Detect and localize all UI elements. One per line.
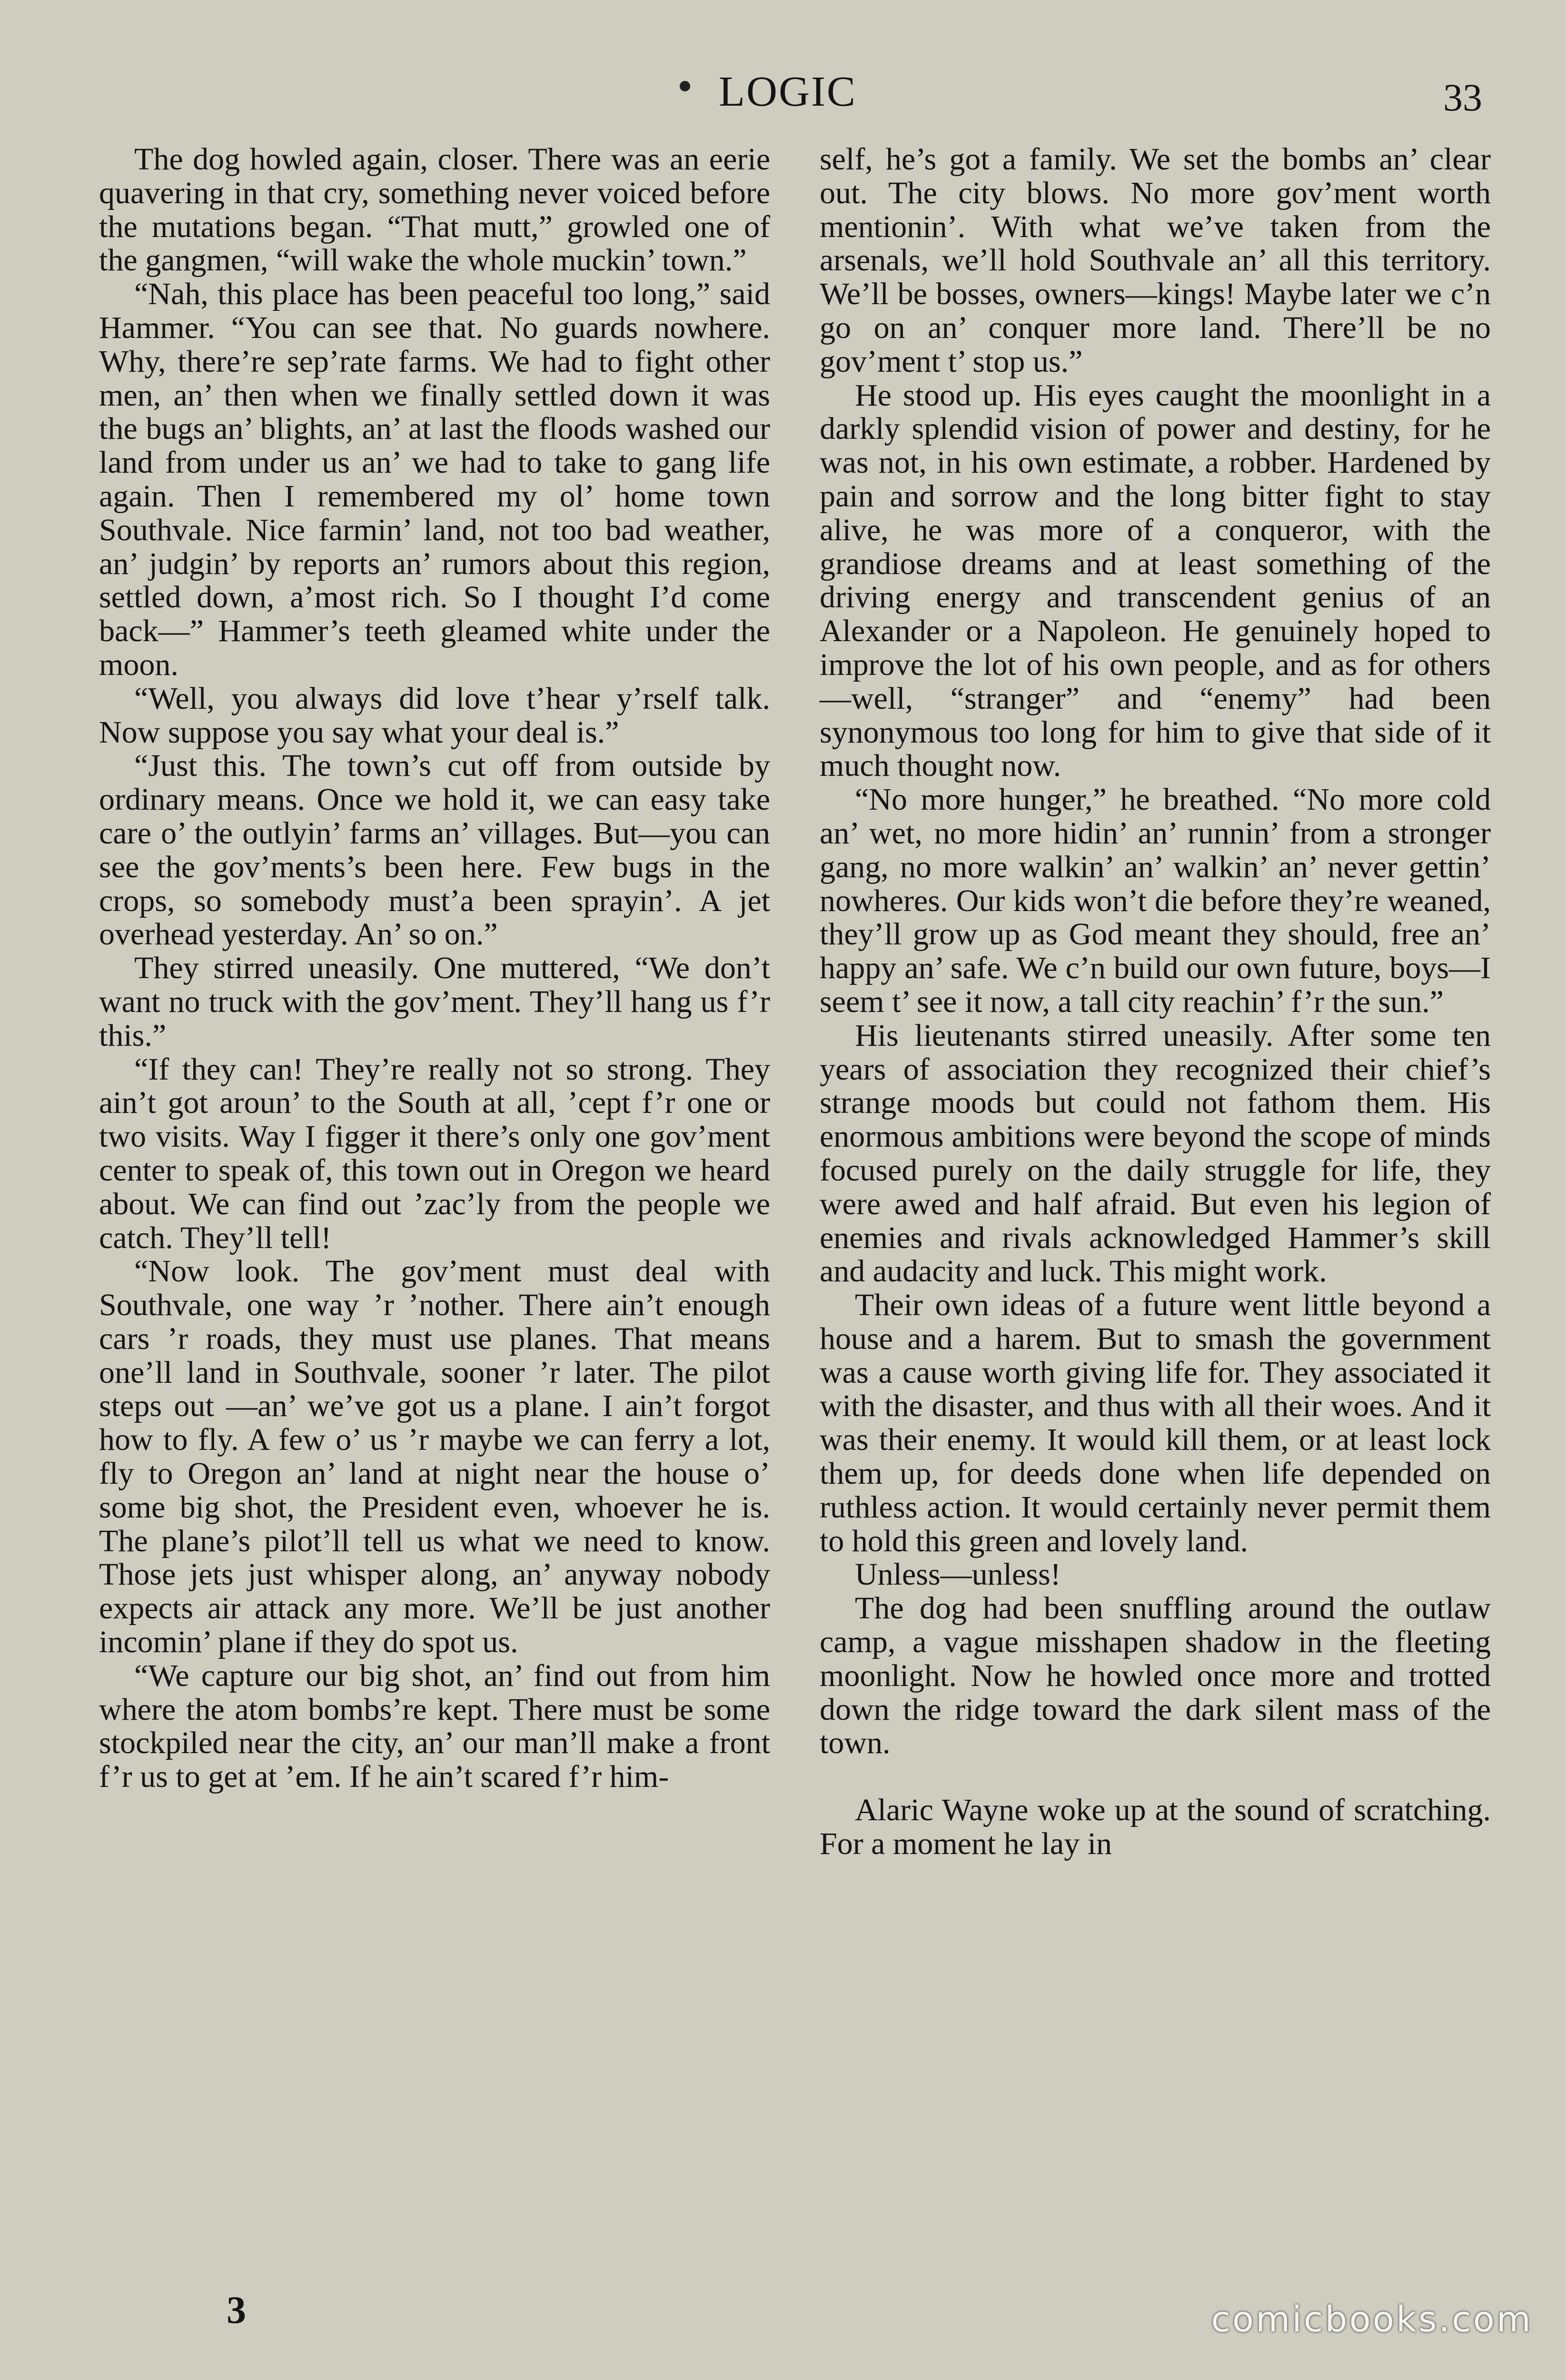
paragraph: The dog had been snuffling around the outlaw camp, a vague misshapen shadow in the fleeting moonlight. Now he howled once more and trotted down the ridge toward the dark silent mass of the town.	[820, 1591, 1491, 1761]
text-column-right	[820, 143, 1491, 1861]
section-break-paragraph: Alaric Wayne woke up at the sound of scratching. For a moment he lay in	[820, 1793, 1491, 1862]
paragraph: His lieutenants stirred uneasily. After some ten years of association they recognized their chief’s strange moods but could not fathom them. His enormous ambitions were beyond the scope of minds focused purely on the daily struggle for life, they were awed and half afraid. But even his legion of enemies and rivals acknowledged Hammer’s skill and audacity and luck. This might work.	[820, 1018, 1491, 1289]
paragraph: “Now look. The gov’ment must deal with Southvale, one way ’r ’nother. There ain’t enough cars ’r roads, they must use planes. That means one’ll land in Southvale, sooner ’r later. The pilot steps out —an’ we’ve got us a plane. I ain’t forgot how to fly. A few o’ us ’r maybe we can ferry a lot, fly to Oregon an’ land at night near the house o’ some big shot, the President even, whoever he is. The plane’s pilot’ll tell us what we need to know. Those jets just whisper along, an’ anyway nobody expects air attack any more. We’ll be just another incomin’ plane if they do spot us.	[99, 1254, 770, 1660]
paragraph: They stirred uneasily. One muttered, “We don’t want no truck with the gov’ment. They’ll hang us f’r this.”	[99, 951, 770, 1053]
text-column-left	[99, 143, 770, 1794]
watermark: comicbooks.com	[1211, 2299, 1533, 2340]
paragraph: Unless—unless!	[855, 1557, 1061, 1592]
page-number: 33	[1443, 76, 1482, 119]
paragraph: Their own ideas of a future went little beyond a house and a harem. But to smash the government was a cause worth giving life for. They associated it with the disaster, and thus with all their woes. And it was their enemy. It would kill them, or at least lock them up, for deeds done when life depended on ruthless action. It would certainly never permit them to hold this green and lovely land.	[820, 1288, 1491, 1558]
running-head: LOGIC	[719, 68, 857, 115]
signature-mark: 3	[227, 2288, 246, 2331]
paragraph-continued: self, he’s got a family. We set the bombs an’ clear out. The city blows. No more gov’ment worth mentionin’. With what we’ve taken from the arsenals, we’ll hold Southvale an’ all this territory. We’ll be bosses, owners—kings! Maybe later we c’n go on an’ conquer more land. There’ll be no gov’ment t’ stop us.”	[820, 142, 1491, 379]
paragraph: “No more hunger,” he breathed. “No more cold an’ wet, no more hidin’ an’ runnin’ from a stronger gang, no more walkin’ an’ walkin’ an’ never gettin’ nowheres. Our kids won’t die before they’re weaned, they’ll grow up as God meant they should, free an’ happy an’ safe. We c’n build our own future, boys—I seem t’ see it now, a tall city reachin’ f’r the sun.”	[820, 782, 1491, 1019]
paragraph: The dog howled again, closer. There was an eerie quavering in that cry, something never voiced before the mutations began. “That mutt,” growled one of the gangmen, “will wake the whole muckin’ town.”	[99, 142, 770, 278]
paragraph: “Well, you always did love t’hear y’rself talk. Now suppose you say what your deal is.”	[99, 681, 770, 750]
paragraph: “If they can! They’re really not so strong. They ain’t got aroun’ to the South at all, ’cept f’r one or two visits. Way I figger it there’s only one gov’ment center to speak of, this town out in Oregon we heard about. We can find out ’zac’ly from the people we catch. They’ll tell!	[99, 1051, 770, 1255]
header-bullet	[680, 81, 690, 91]
paragraph: “Just this. The town’s cut off from outside by ordinary means. Once we hold it, we can easy take care o’ the outlyin’ farms an’ villages. But—you can see the gov’ments’s been here. Few bugs in the crops, so somebody must’a been sprayin’. A jet overhead yesterday. An’ so on.”	[99, 748, 770, 952]
paragraph: “We capture our big shot, an’ find out from him where the atom bombs’re kept. There must be some stockpiled near the city, an’ our man’ll make a front f’r us to get at ’em. If he ain’t scared f’r him-	[99, 1658, 770, 1795]
paragraph: He stood up. His eyes caught the moonlight in a darkly splendid vision of power and destiny, for he was not, in his own estimate, a robber. Hardened by pain and sorrow and the long bitter fight to stay alive, he was more of a conqueror, with the grandiose dreams and at least something of the driving energy and transcendent genius of an Alexander or a Napoleon. He genuinely hoped to improve the lot of his own people, and as for others—well, “stranger” and “enemy” had been synonymous too long for him to give that side of it much thought now.	[820, 377, 1491, 783]
paragraph: “Nah, this place has been peaceful too long,” said Hammer. “You can see that. No guards nowhere. Why, there’re sep’rate farms. We had to fight other men, an’ then when we finally settled down it was the bugs an’ blights, an’ at last the floods washed our land from under us an’ we had to take to gang life again. Then I remembered my ol’ home town Southvale. Nice farmin’ land, not too bad weather, an’ judgin’ by reports an’ rumors about this region, settled down, a’most rich. So I thought I’d come back—” Hammer’s teeth gleamed white under the moon.	[99, 277, 770, 682]
